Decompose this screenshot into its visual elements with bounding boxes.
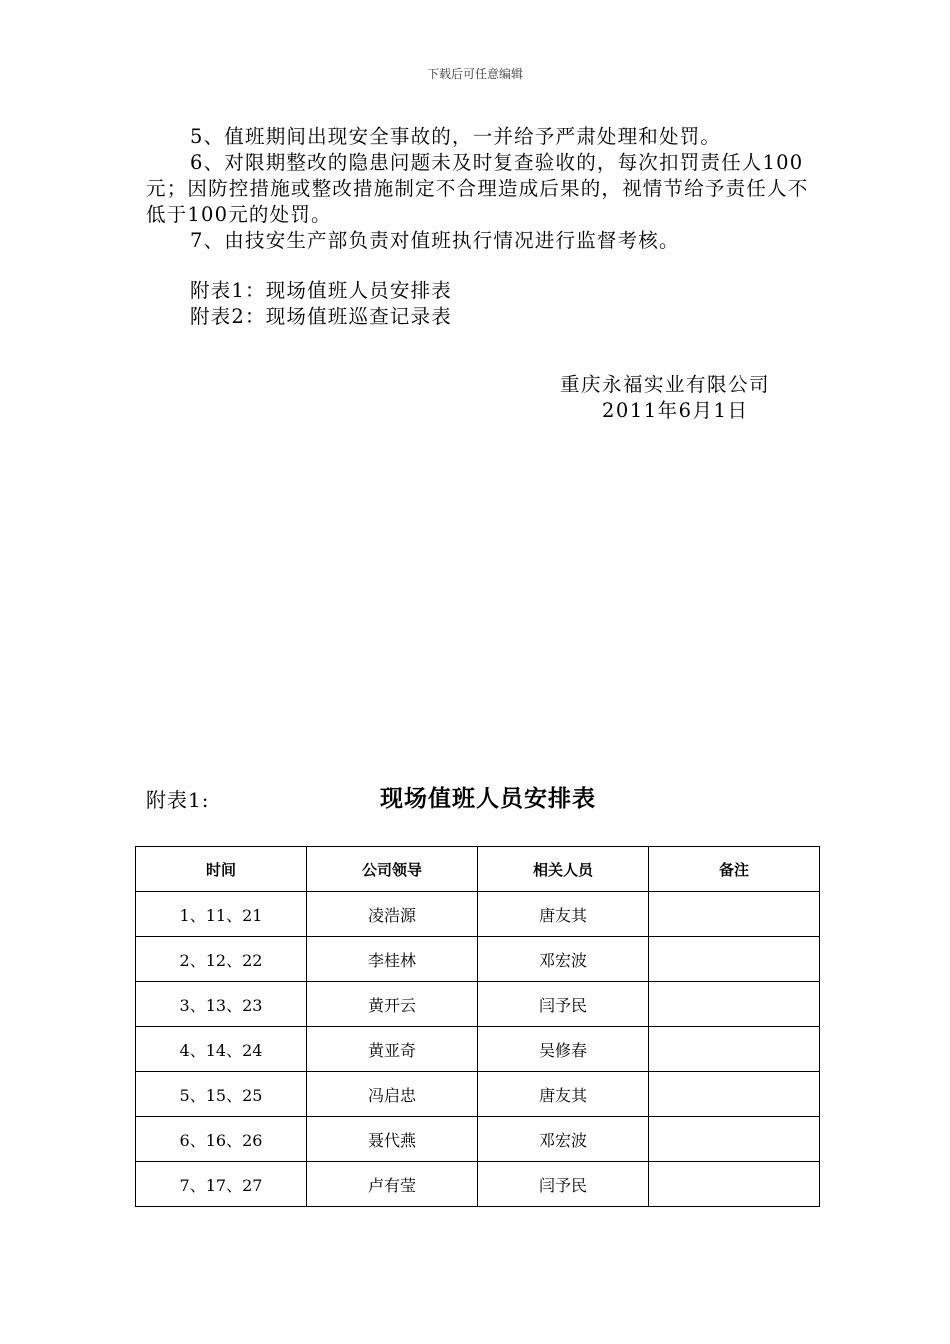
table-row — [136, 982, 820, 1027]
paragraph-item-6: 6、对限期整改的隐患问题未及时复查验收的，每次扣罚责任人100元；因防控措施或整改措施制定不合理造成后果的，视情节给予责任人不低于100元的处罚。 — [146, 151, 809, 226]
cell-remarks — [649, 1117, 820, 1162]
cell-staff: 唐友其 — [478, 1072, 649, 1117]
paragraph-item-7: 7、由技安生产部负责对值班执行情况进行监督考核。 — [190, 229, 680, 252]
cell-leader: 聂代燕 — [307, 1117, 478, 1162]
cell-leader: 冯启忠 — [307, 1072, 478, 1117]
cell-time: 2、12、22 — [136, 937, 307, 982]
signature-date: 2011年6月1日 — [602, 399, 749, 422]
cell-staff: 邓宏波 — [478, 1117, 649, 1162]
paragraph-item-5: 5、值班期间出现安全事故的，一并给予严肃处理和处罚。 — [190, 125, 722, 148]
cell-leader: 凌浩源 — [307, 892, 478, 937]
duty-schedule-table — [135, 846, 820, 1207]
cell-time: 4、14、24 — [136, 1027, 307, 1072]
cell-time: 3、13、23 — [136, 982, 307, 1027]
cell-staff: 邓宏波 — [478, 937, 649, 982]
table-row — [136, 892, 820, 937]
table-row — [136, 1162, 820, 1207]
header-remarks: 备注 — [649, 847, 820, 892]
attachment-1: 附表1：现场值班人员安排表 — [190, 279, 453, 302]
cell-remarks — [649, 937, 820, 982]
table-row — [136, 1117, 820, 1162]
cell-staff: 唐友其 — [478, 892, 649, 937]
signature-block — [560, 372, 820, 424]
cell-time: 5、15、25 — [136, 1072, 307, 1117]
header-note: 下载后可任意编辑 — [426, 67, 523, 81]
cell-time: 6、16、26 — [136, 1117, 307, 1162]
cell-leader: 卢有莹 — [307, 1162, 478, 1207]
cell-time: 7、17、27 — [136, 1162, 307, 1207]
cell-remarks — [649, 1072, 820, 1117]
cell-staff: 吴修春 — [478, 1027, 649, 1072]
cell-time: 1、11、21 — [136, 892, 307, 937]
cell-leader: 李桂林 — [307, 937, 478, 982]
cell-staff: 闫予民 — [478, 982, 649, 1027]
header-time: 时间 — [136, 847, 307, 892]
cell-remarks — [649, 1027, 820, 1072]
cell-leader: 黄开云 — [307, 982, 478, 1027]
document-body — [146, 124, 810, 330]
table-row — [136, 937, 820, 982]
table-header-row — [136, 847, 820, 892]
attachment-2: 附表2：现场值班巡查记录表 — [190, 305, 453, 328]
cell-remarks — [649, 982, 820, 1027]
table-label: 附表1: — [146, 788, 210, 812]
header-staff: 相关人员 — [478, 847, 649, 892]
cell-remarks — [649, 1162, 820, 1207]
table-row — [136, 1027, 820, 1072]
cell-staff: 闫予民 — [478, 1162, 649, 1207]
cell-remarks — [649, 892, 820, 937]
table-row — [136, 1072, 820, 1117]
company-name: 重庆永福实业有限公司 — [560, 373, 771, 396]
header-leader: 公司领导 — [307, 847, 478, 892]
table-title: 现场值班人员安排表 — [380, 786, 596, 812]
cell-leader: 黄亚奇 — [307, 1027, 478, 1072]
